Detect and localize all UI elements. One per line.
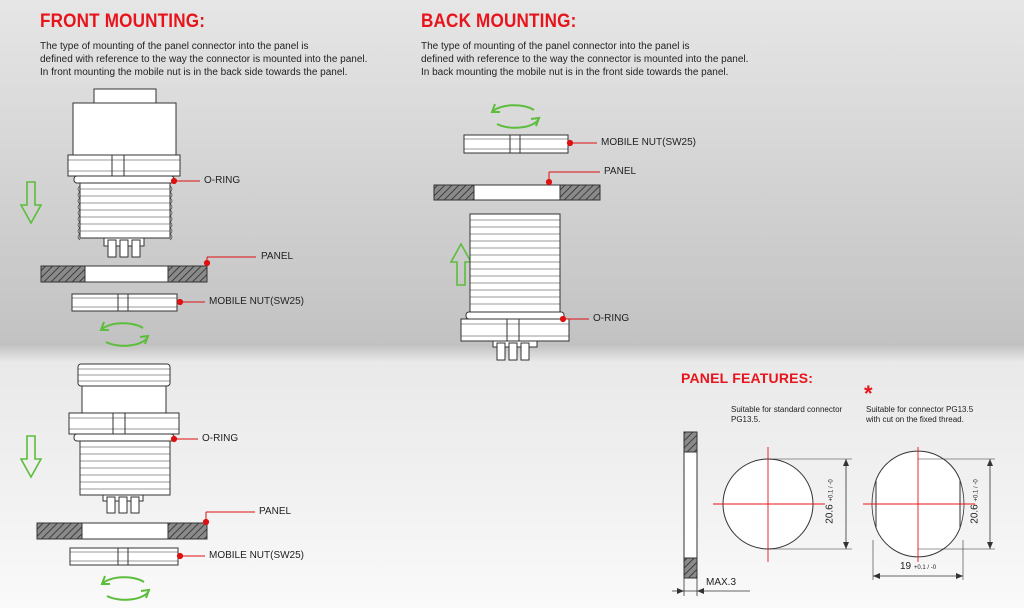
up-arrow-icon [451, 244, 471, 285]
description-line: defined with reference to the way the connector is mounted into the panel. [421, 54, 749, 65]
o-ring [74, 176, 174, 183]
description-line: The type of mounting of the panel connector into the panel is [40, 41, 309, 52]
o-ring-label: O-RING [593, 313, 630, 324]
thickness-dimension: MAX.3 [706, 577, 737, 588]
description-line: defined with reference to the way the connector is mounted into the panel. [40, 54, 368, 65]
note-line: PG13.5. [731, 415, 761, 424]
down-arrow-icon [21, 436, 41, 477]
dimension-value: 20.6 [824, 504, 836, 524]
dimension-value: 20.6 [969, 504, 981, 524]
pin [108, 240, 116, 257]
asterisk-mark: * [864, 381, 873, 406]
thread [80, 183, 170, 238]
rotate-arrow-icon [492, 104, 539, 128]
panel-label: PANEL [259, 506, 292, 517]
front-mounting-title: FRONT MOUNTING: [40, 11, 206, 32]
diameter-dimension-cut [970, 479, 981, 523]
flat-width-dimension [900, 561, 936, 572]
panel-label: PANEL [604, 166, 637, 177]
leaders-front-bottom [171, 436, 255, 558]
dimension-tolerance: +0.1 / -0 [828, 479, 835, 502]
cut-connector-note [866, 405, 973, 425]
pin [120, 240, 128, 257]
rotate-arrow-icon [101, 322, 148, 346]
mobile-nut-label: MOBILE NUT(SW25) [601, 137, 697, 148]
note-line: Suitable for standard connector [731, 405, 843, 414]
rotate-arrow-icon [102, 576, 149, 600]
mobile-nut-label: MOBILE NUT(SW25) [209, 550, 305, 561]
description-line: In front mounting the mobile nut is in the back side towards the panel. [40, 67, 348, 78]
connector-body [73, 103, 176, 155]
o-ring-label: O-RING [204, 175, 241, 186]
pin [132, 240, 140, 257]
dimension-value: 19 [900, 561, 912, 572]
back-assembly [461, 214, 569, 360]
back-mounting-title: BACK MOUNTING: [421, 11, 577, 32]
down-arrow-icon [21, 182, 41, 223]
note-line: with cut on the fixed thread. [866, 415, 964, 424]
mobile-nut-label: MOBILE NUT(SW25) [209, 296, 305, 307]
connector-cap [94, 89, 156, 104]
diameter-dimension-round [825, 479, 836, 523]
back-mounting-description [421, 40, 748, 79]
o-ring-label: O-RING [202, 433, 239, 444]
leaders-front-top [171, 178, 256, 304]
back-panel [434, 185, 600, 200]
description-line: In back mounting the mobile nut is in the front side towards the panel. [421, 67, 729, 78]
dimension-tolerance: +0.1 / -0 [913, 565, 937, 571]
note-line: Suitable for connector PG13.5 [866, 405, 974, 414]
front-nut-top [72, 294, 177, 311]
standard-connector-note [731, 405, 842, 425]
front-nut-bottom [70, 548, 178, 565]
front-panel-bottom [37, 523, 207, 539]
panel-features-title: PANEL FEATURES: [681, 370, 814, 386]
description-line: The type of mounting of the panel connector into the panel is [421, 41, 690, 52]
front-assembly-top [68, 89, 180, 257]
dimension-tolerance: +0.1 / -0 [973, 479, 980, 502]
panel-label: PANEL [261, 251, 294, 262]
back-nut [464, 135, 568, 153]
front-panel-top [41, 266, 207, 282]
front-mounting-description [40, 40, 367, 79]
front-assembly-bottom [69, 364, 179, 513]
